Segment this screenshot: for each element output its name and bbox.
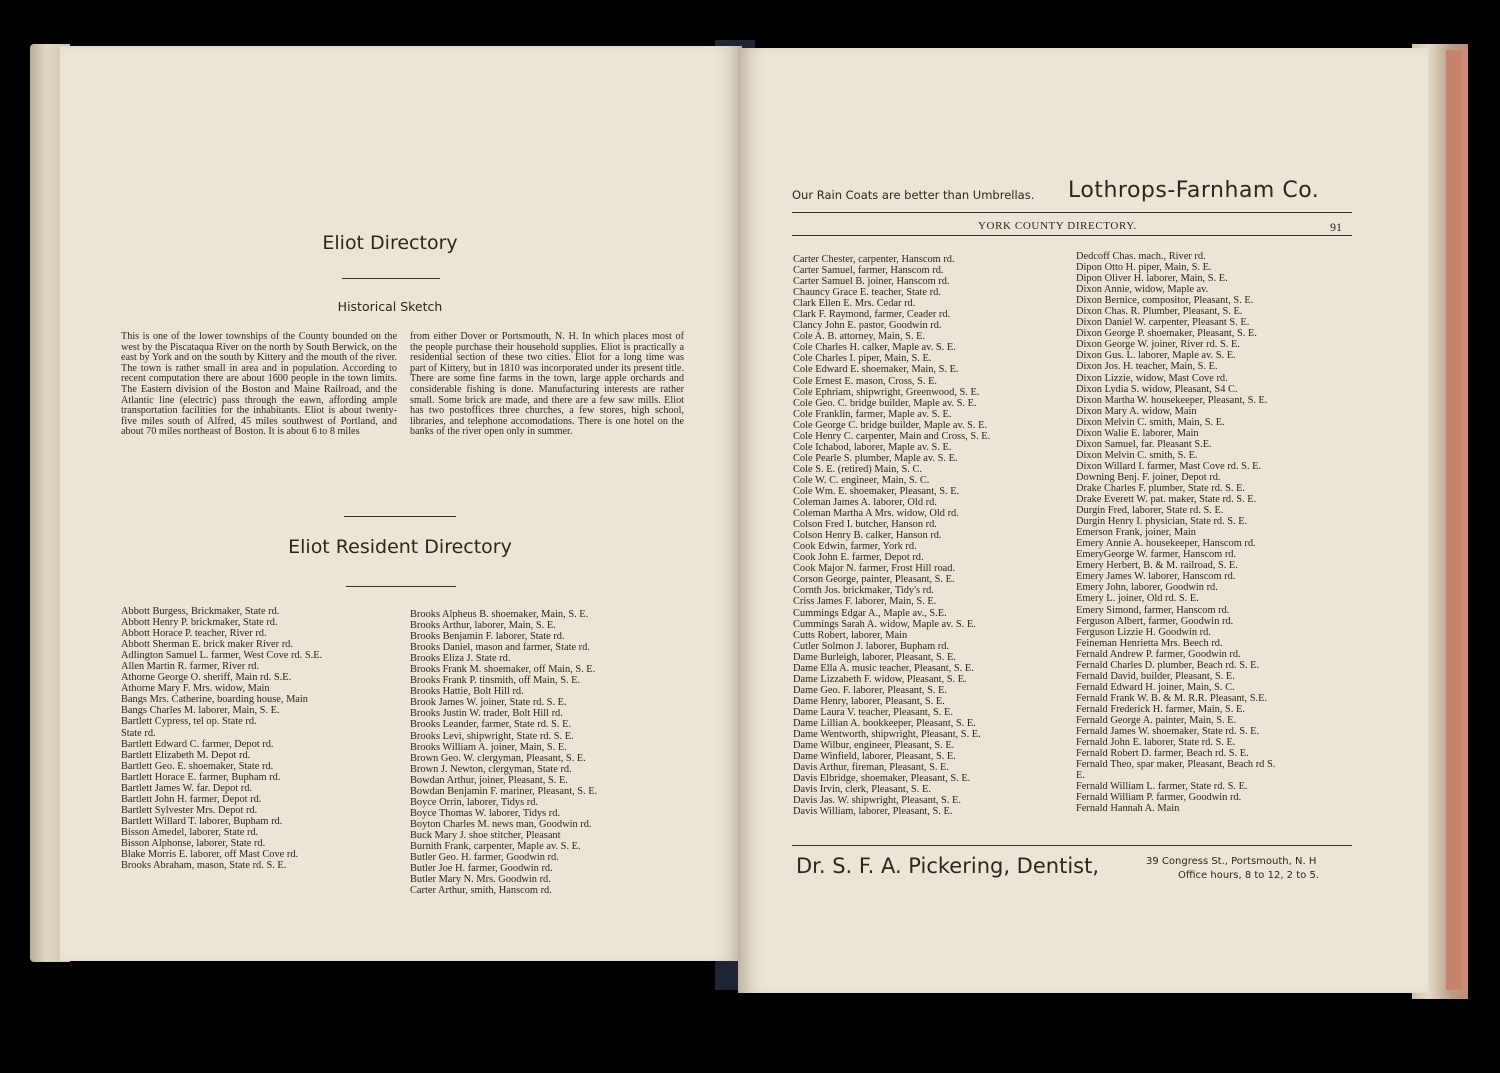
directory-entry: Abbott Burgess, Brickmaker, State rd. <box>121 606 280 617</box>
directory-entry: Fernald Frank W. B. & M. R.R. Pleasant, S.E. <box>1076 692 1268 704</box>
left-page <box>60 46 742 961</box>
directory-entry: Fernald Theo, spar maker, Pleasant, Beach rd S. <box>1076 759 1276 771</box>
directory-entry: Dixon Willard I. farmer, Mast Cove rd. S. E. <box>1076 460 1262 472</box>
historical-sketch-col-1: This is one of the lower townships of the County bounded on the west by the Piscataqua River on the north by South Berwick, on the east by York and on the south by Kittery and the mouth of the river. The town is rather small in area and in population. According to recent computation there are about 1600 people in the town limits. The Eastern division of the Boston and Maine Railroad, and the Atlantic line (electric) pass through the eawn, affording ample transportation facilities for the inhabitants. Eliot is about twenty-five miles south of Alfred, 45 miles southwest of Portland, and about 70 miles northeast of Boston. It is about 6 to 8 miles <box>121 331 397 438</box>
directory-entry: EmeryGeorge W. farmer, Hanscom rd. <box>1076 549 1237 561</box>
title-rule <box>342 278 440 279</box>
directory-entry: Dame Geo. F. laborer, Pleasant, S. E. <box>793 684 947 696</box>
directory-entry: Carter Samuel B. joiner, Hanscom rd. <box>793 276 950 288</box>
directory-entry: Boyce Orrin, laborer, Tidys rd. <box>410 796 539 808</box>
directory-entry: Bartlett Cypress, tel op. State rd. <box>121 716 257 728</box>
directory-entry: Dixon Annie, widow, Maple av. <box>1076 284 1209 296</box>
directory-entry: Brooks Eliza J. State rd. <box>410 653 511 665</box>
directory-entry: Dixon Daniel W. carpenter, Pleasant S. E. <box>1076 317 1250 329</box>
directory-entry: Brooks Leander, farmer, State rd. S. E. <box>410 719 572 731</box>
directory-entry: Cutts Robert, laborer, Main <box>793 629 908 641</box>
header-ad-brand: Lothrops-Farnham Co. <box>1068 178 1320 203</box>
directory-entry: Bowdan Benjamin F. mariner, Pleasant, S. E. <box>410 785 598 797</box>
resident-list-col-3 <box>793 254 1073 817</box>
directory-entry: Coleman James A. laborer, Old rd. <box>793 497 937 509</box>
directory-entry: Adlington Samuel L. farmer, West Cove rd. S.E. <box>121 650 323 662</box>
directory-entry: Fernald David, builder, Pleasant, S. E. <box>1076 670 1235 682</box>
directory-entry: Fernald Charles D. plumber, Beach rd. S. E. <box>1076 659 1260 671</box>
directory-entry: Davis Elbridge, shoemaker, Pleasant, S. E. <box>793 773 971 785</box>
directory-entry: Carter Chester, carpenter, Hanscom rd. <box>793 254 955 265</box>
directory-entry: Fernald Robert D. farmer, Beach rd. S. E. <box>1076 748 1249 760</box>
directory-entry: Brown Geo. W. clergyman, Pleasant, S. E. <box>410 752 586 764</box>
directory-entry: Drake Everett W. pat. maker, State rd. S. E. <box>1076 494 1257 506</box>
running-head: YORK COUNTY DIRECTORY. <box>978 220 1137 232</box>
directory-entry: Bisson Amedel, laborer, State rd. <box>121 826 259 838</box>
directory-entry: Dixon George W. joiner, River rd. S. E. <box>1076 339 1240 351</box>
directory-entry: Cole Pearle S. plumber, Maple av. S. E. <box>793 452 958 464</box>
directory-entry: Feineman Henrietta Mrs. Beech rd. <box>1076 637 1223 649</box>
directory-entry: Brown J. Newton, clergyman, State rd. <box>410 763 572 775</box>
directory-entry: Cole Edward E. shoemaker, Main, S. E. <box>793 364 959 376</box>
directory-entry: Dixon Walie E. laborer, Main <box>1076 427 1199 439</box>
directory-entry: Butler Geo. H. farmer, Goodwin rd. <box>410 852 559 864</box>
directory-entry: Fernald Andrew P. farmer, Goodwin rd. <box>1076 648 1241 660</box>
footer-ad-name: Dr. S. F. A. Pickering, Dentist, <box>796 854 1100 878</box>
directory-entry: Burnith Frank, carpenter, Maple av. S. E. <box>410 840 581 852</box>
right-page <box>738 48 1428 993</box>
directory-entry: Davis Jas. W. shipwright, Pleasant, S. E. <box>793 795 961 807</box>
directory-entry: Brook James W. joiner, State rd. S. E. <box>410 697 567 709</box>
directory-entry: Dame Lizzabeth F. widow, Pleasant, S. E. <box>793 673 967 685</box>
directory-entry: Cook Major N. farmer, Frost Hill road. <box>793 563 956 575</box>
directory-entry: Criss James F. laborer, Main, S. E. <box>793 596 937 608</box>
directory-entry: Fernald Frederick H. farmer, Main, S. E. <box>1076 703 1245 715</box>
directory-entry: Emery L. joiner, Old rd. S. E. <box>1076 593 1199 605</box>
directory-entry: Colson Fred I. butcher, Hanson rd. <box>793 519 937 531</box>
page-title: Eliot Directory <box>322 232 458 254</box>
directory-entry: Brooks Benjamin F. laborer, State rd. <box>410 631 565 643</box>
directory-entry: Fernald William P. farmer, Goodwin rd. <box>1076 792 1242 804</box>
directory-entry: Cole Geo. C. bridge builder, Maple av. S. E. <box>793 397 977 409</box>
directory-entry: Carter Arthur, smith, Hanscom rd. <box>410 885 552 897</box>
directory-entry: Bangs Mrs. Catherine, boarding house, Main <box>121 694 309 706</box>
directory-entry: Dame Ella A. music teacher, Pleasant, S. E. <box>793 662 974 674</box>
resident-list-col-4 <box>1076 251 1356 814</box>
directory-entry: Abbott Henry P. brickmaker, State rd. <box>121 617 278 629</box>
directory-entry: Cole Ernest E. mason, Cross, S. E. <box>793 375 938 387</box>
directory-entry: Colson Henry B. calker, Hanson rd. <box>793 530 942 542</box>
resident-directory-title: Eliot Resident Directory <box>288 536 512 558</box>
directory-entry: Dame Laura V. teacher, Pleasant, S. E. <box>793 706 953 718</box>
directory-entry: Boyton Charles M. news man, Goodwin rd. <box>410 818 592 830</box>
directory-entry: Cornth Jos. brickmaker, Tidy's rd. <box>793 585 934 597</box>
directory-entry: Fernald Hannah A. Main <box>1076 803 1180 815</box>
directory-entry: Butler Mary N. Mrs. Goodwin rd. <box>410 874 551 886</box>
directory-entry: Bartlett Edward C. farmer, Depot rd. <box>121 738 274 750</box>
directory-entry: Dixon Melvin C. smith, Main, S. E. <box>1076 416 1225 428</box>
directory-entry: Clark Ellen E. Mrs. Cedar rd. <box>793 298 916 310</box>
directory-entry: Fernald Edward H. joiner, Main, S. C. <box>1076 681 1235 693</box>
directory-entry: Cummings Sarah A. widow, Maple av. S. E. <box>793 618 976 630</box>
directory-entry: Brooks Frank P. tinsmith, off Main, S. E. <box>410 675 581 687</box>
directory-entry: Cook Edwin, farmer, York rd. <box>793 541 917 553</box>
directory-entry: Cutler Solmon J. laborer, Bupham rd. <box>793 640 950 652</box>
footer-ad-hours: Office hours, 8 to 12, 2 to 5. <box>1178 870 1319 881</box>
directory-entry: Cole Ephriam, shipwright, Greenwood, S. E. <box>793 386 980 398</box>
directory-entry: Cummings Edgar A., Maple av., S.E. <box>793 607 947 619</box>
resident-list-col-1 <box>121 606 401 871</box>
directory-entry: Dixon Lizzie, widow, Mast Cove rd. <box>1076 372 1228 384</box>
directory-entry: Dame Burleigh, laborer, Pleasant, S. E. <box>793 651 956 663</box>
directory-entry: Cole W. C. engineer, Main, S. C. <box>793 474 930 486</box>
directory-entry: Bartlett Geo. E. shoemaker, State rd. <box>121 760 274 772</box>
directory-entry: Dixon Martha W. housekeeper, Pleasant, S. E. <box>1076 394 1268 406</box>
directory-entry: Fernald James W. shoemaker, State rd. S. E. <box>1076 726 1260 738</box>
directory-entry: Dixon Bernice, compositor, Pleasant, S. E. <box>1076 295 1254 307</box>
directory-entry: Dixon Mary A. widow, Main <box>1076 405 1197 417</box>
directory-entry: Ferguson Lizzie H. Goodwin rd. <box>1076 626 1211 638</box>
directory-entry: Coleman Martha A Mrs. widow, Old rd. <box>793 508 959 520</box>
directory-entry: Dixon Lydia S. widow, Pleasant, S4 C. <box>1076 383 1238 395</box>
directory-entry: Dipon Otto H. piper, Main, S. E. <box>1076 262 1212 274</box>
directory-entry: Cole A. B. attorney, Main, S. E. <box>793 331 926 343</box>
directory-entry: Dixon Gus. L. laborer, Maple av. S. E. <box>1076 350 1236 362</box>
directory-entry: Brooks Arthur, laborer, Main, S. E. <box>410 620 556 632</box>
directory-entry: Bartlett John H. farmer, Depot rd. <box>121 793 262 805</box>
directory-entry: Athorne Mary F. Mrs. widow, Main <box>121 683 270 695</box>
directory-entry: Dame Wilbur, engineer, Pleasant, S. E. <box>793 740 955 752</box>
directory-entry: Dixon Samuel, far. Pleasant S.E. <box>1076 438 1212 450</box>
directory-entry: Dipon Oliver H. laborer, Main, S. E. <box>1076 273 1228 285</box>
page-edge-stripe <box>1446 50 1462 990</box>
header-ad-tagline: Our Rain Coats are better than Umbrellas. <box>792 188 1035 202</box>
directory-entry: Boyce Thomas W. laborer, Tidys rd. <box>410 807 561 819</box>
directory-entry: Bartlett James W. far. Depot rd. <box>121 782 253 794</box>
directory-entry: Bartlett Willard T. laborer, Bupham rd. <box>121 815 283 827</box>
directory-entry: Davis William, laborer, Pleasant, S. E. <box>793 806 953 818</box>
footer-rule <box>792 845 1352 846</box>
directory-entry: Dame Henry, laborer, Pleasant, S. E. <box>793 695 945 707</box>
directory-entry: Cole Wm. E. shoemaker, Pleasant, S. E. <box>793 485 960 497</box>
directory-entry: Bisson Alphonse, laborer, State rd. <box>121 837 266 849</box>
directory-entry: Bartlett Sylvester Mrs. Depot rd. <box>121 804 258 816</box>
header-rule <box>792 212 1352 213</box>
section-rule <box>344 516 456 517</box>
directory-entry: Brooks Hattie, Bolt Hill rd. <box>410 686 524 698</box>
historical-sketch-col-2: from either Dover or Portsmouth, N. H. In which places most of the people purchase their household supplies. Eliot is practically a residential section of these two cities. Eliot for a long time was part of Kittery, but in 1810 was incorporated under its present title. There are some fine farms in the town, large apple orchards and considerable fishing is done. Manufacturing interests are rather small. Some brick are made, and there are a few saw mills. Eliot has two postoffices three churches, a few stores, high school, libraries, and telephone accomodations. There is one hotel on the banks of the river open only in summer. <box>410 331 684 438</box>
directory-entry: Abbott Sherman E. brick maker River rd. <box>121 639 293 651</box>
directory-entry: Cole Franklin, farmer, Maple av. S. E. <box>793 408 952 420</box>
directory-entry: Cole Charles I. piper, Main, S. E. <box>793 353 932 365</box>
directory-entry: Athorne George O. sheriff, Main rd. S.E. <box>121 672 292 684</box>
directory-entry: Carter Samuel, farmer, Hanscom rd. <box>793 265 944 277</box>
directory-entry: Drake Charles F. plumber, State rd. S. E. <box>1076 482 1246 494</box>
directory-entry: Bartlett Horace E. farmer, Bupham rd. <box>121 771 281 783</box>
directory-entry: Fernald John E. laborer, State rd. S. E. <box>1076 737 1236 749</box>
directory-entry: Downing Benj. F. joiner, Depot rd. <box>1076 471 1221 483</box>
directory-entry: Brooks Alpheus B. shoemaker, Main, S. E. <box>410 609 589 620</box>
directory-entry: Cole George C. bridge builder, Maple av. S. E. <box>793 419 988 431</box>
directory-entry: Brooks William A. joiner, Main, S. E. <box>410 741 567 753</box>
directory-entry: Emery James W. laborer, Hanscom rd. <box>1076 571 1236 583</box>
section-subtitle: Historical Sketch <box>337 299 443 314</box>
directory-entry: Buck Mary J. shoe stitcher, Pleasant <box>410 829 561 841</box>
directory-entry: Emery Herbert, B. & M. railroad, S. E. <box>1076 560 1238 572</box>
directory-entry: Bowdan Arthur, joiner, Pleasant, S. E. <box>410 774 568 786</box>
directory-entry: Emery Simond, farmer, Hanscom rd. <box>1076 604 1230 616</box>
resident-title-rule <box>346 586 456 587</box>
directory-entry: Cole Ichabod, laborer, Maple av. S. E. <box>793 441 952 453</box>
directory-entry: E. <box>1076 770 1085 782</box>
directory-entry: Durgin Henry I. physician, State rd. S. E. <box>1076 516 1248 528</box>
directory-entry: Dixon Melvin C. smith, S. E. <box>1076 449 1198 461</box>
directory-entry: Durgin Fred, laborer, State rd. S. E. <box>1076 505 1224 517</box>
page-number: 91 <box>1330 220 1342 234</box>
directory-entry: Fernald George A. painter, Main, S. E. <box>1076 714 1237 726</box>
directory-entry: Davis Arthur, fireman, Pleasant, S. E. <box>793 762 949 774</box>
directory-entry: Cole S. E. (retired) Main, S. C. <box>793 463 923 475</box>
directory-entry: Fernald William L. farmer, State rd. S. E. <box>1076 781 1248 793</box>
directory-entry: Dedcoff Chas. mach., River rd. <box>1076 251 1206 262</box>
directory-entry: Davis Irvin, clerk, Pleasant, S. E. <box>793 784 931 796</box>
directory-entry: Abbott Horace P. teacher, River rd. <box>121 628 267 640</box>
directory-entry: State rd. <box>121 727 156 739</box>
directory-entry: Cook John E. farmer, Depot rd. <box>793 552 924 564</box>
directory-entry: Emery John, laborer, Goodwin rd. <box>1076 582 1218 594</box>
directory-entry: Brooks Justin W. trader, Bolt Hill rd. <box>410 708 563 720</box>
directory-entry: Emerson Frank, joiner, Main <box>1076 527 1196 539</box>
directory-entry: Dame Winfield, laborer, Pleasant, S. E. <box>793 751 956 763</box>
directory-entry: Corson George, painter, Pleasant, S. E. <box>793 574 955 586</box>
resident-list-col-2 <box>410 609 710 896</box>
directory-entry: Allen Martin R. farmer, River rd. <box>121 661 260 673</box>
directory-entry: Brooks Frank M. shoemaker, off Main, S. E. <box>410 664 596 676</box>
directory-entry: Emery Annie A. housekeeper, Hanscom rd. <box>1076 538 1256 550</box>
directory-entry: Dame Wentworth, shipwright, Pleasant, S. E. <box>793 729 981 741</box>
directory-entry: Dixon George P. shoemaker, Pleasant, S. E. <box>1076 328 1257 340</box>
directory-entry: Cole Henry C. carpenter, Main and Cross, S. E. <box>793 430 991 442</box>
directory-entry: Dixon Chas. R. Plumber, Pleasant, S. E. <box>1076 306 1243 318</box>
directory-entry: Bartlett Elizabeth M. Depot rd. <box>121 749 251 761</box>
directory-entry: Cole Charles H. calker, Maple av. S. E. <box>793 342 956 354</box>
directory-entry: Bangs Charles M. laborer, Main, S. E. <box>121 705 280 717</box>
footer-ad-address: 39 Congress St., Portsmouth, N. H <box>1146 856 1317 867</box>
directory-entry: Brooks Abraham, mason, State rd. S. E. <box>121 860 287 872</box>
directory-entry: Dixon Jos. H. teacher, Main, S. E. <box>1076 361 1218 373</box>
directory-entry: Butler Joe H. farmer, Goodwin rd. <box>410 863 553 875</box>
directory-entry: Clark F. Raymond, farmer, Ceader rd. <box>793 309 951 321</box>
directory-entry: Ferguson Albert, farmer, Goodwin rd. <box>1076 615 1234 627</box>
directory-entry: Clancy John E. pastor, Goodwin rd. <box>793 320 942 332</box>
directory-entry: Chauncy Grace E. teacher, State rd. <box>793 287 941 299</box>
directory-entry: Brooks Levi, shipwright, State rd. S. E. <box>410 730 574 742</box>
directory-entry: Blake Morris E. laborer, off Mast Cove rd. <box>121 849 299 861</box>
running-head-rule <box>792 235 1352 236</box>
directory-entry: Brooks Daniel, mason and farmer, State rd. <box>410 642 590 654</box>
directory-entry: Dame Lillian A. bookkeeper, Pleasant, S. E. <box>793 717 976 729</box>
